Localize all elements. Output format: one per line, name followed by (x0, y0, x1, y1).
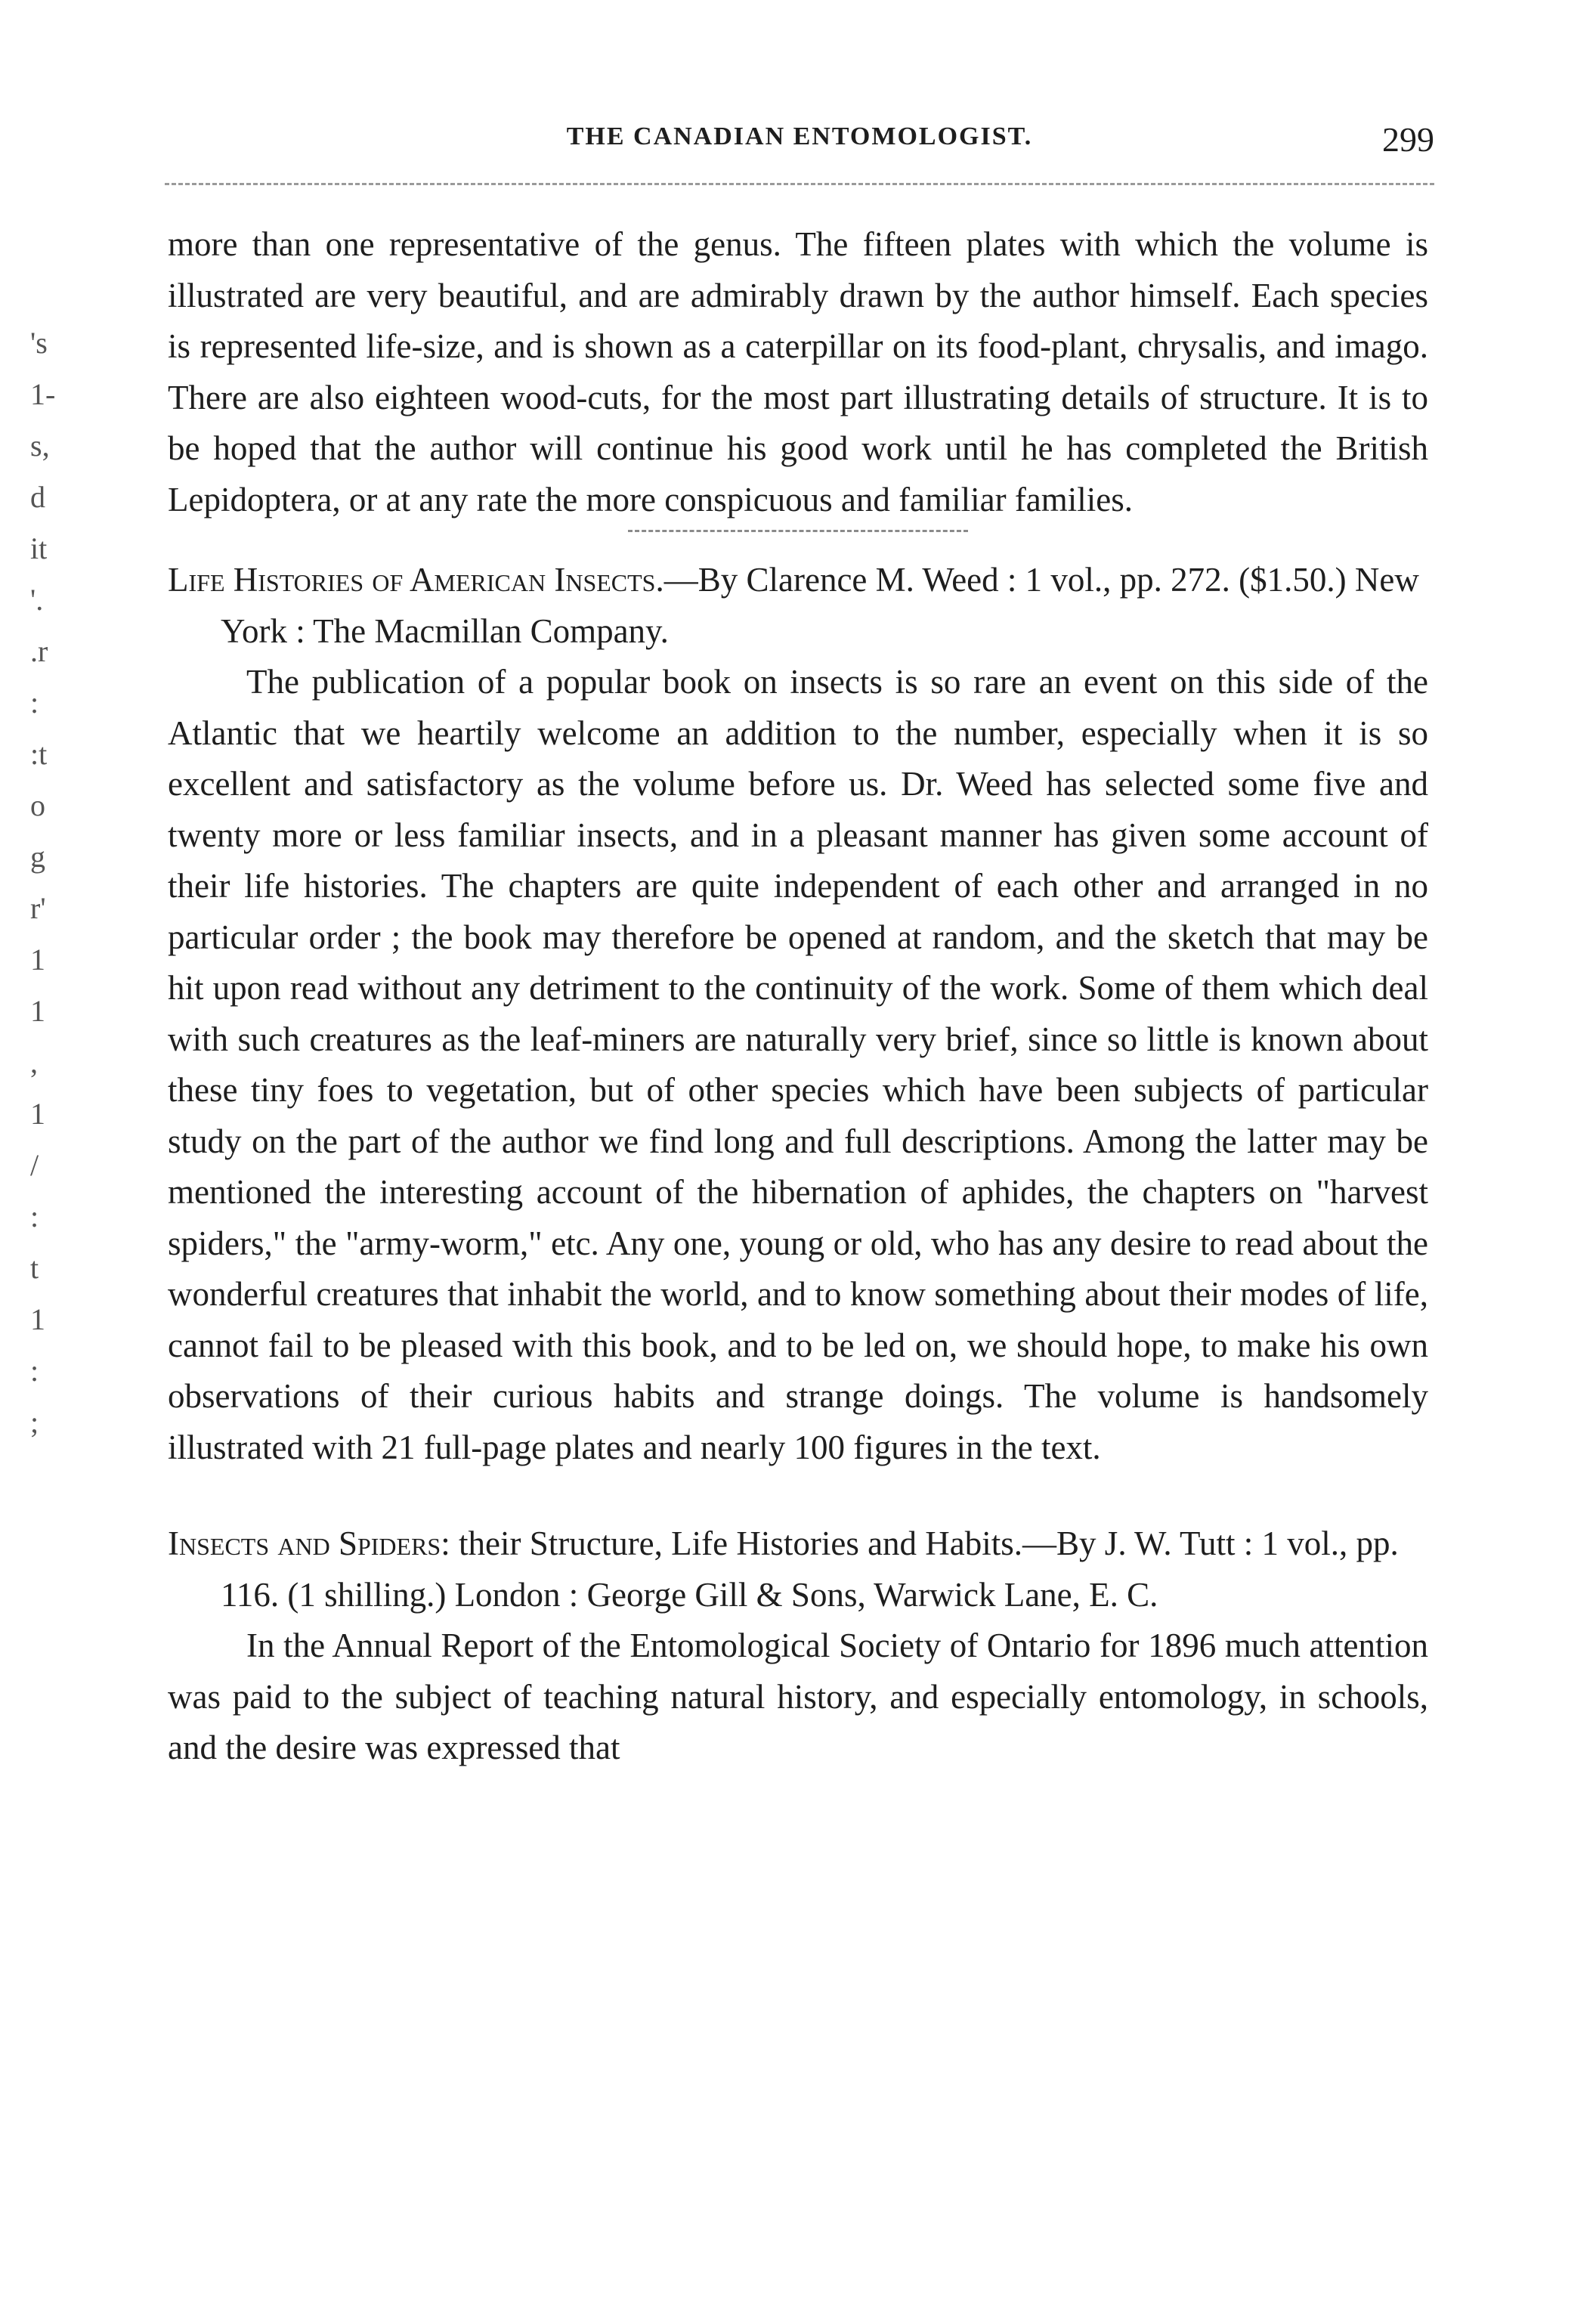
section-divider (628, 530, 968, 532)
review2-byline: : their Structure, Life Histories and Habits.—By J. W. Tutt : 1 vol., pp. 116. (1 shilling.) London : George Gill & Sons, Warwick Lane, E. C. (221, 1524, 1399, 1614)
header-rule (165, 183, 1434, 185)
margin-mark: 1 (30, 1302, 45, 1336)
margin-bleed-marks (30, 317, 76, 1448)
margin-mark: : (30, 1199, 39, 1233)
review1-heading (168, 555, 1428, 657)
margin-mark: 1 (30, 1097, 45, 1131)
margin-mark: d (30, 480, 45, 514)
margin-mark: / (30, 1148, 39, 1182)
margin-mark: 1 (30, 943, 45, 977)
margin-mark: g (30, 840, 45, 874)
journal-title: THE CANADIAN ENTOMOLOGIST. (566, 122, 1033, 150)
review2-body: In the Annual Report of the Entomological Society of Ontario for 1896 much attention was paid to the subject of teaching natural history, and especially entomology, in schools, and the desire was expressed that (168, 1627, 1428, 1766)
text-column (168, 219, 1428, 1774)
margin-mark: , (30, 1045, 38, 1079)
margin-mark: .r (30, 634, 48, 668)
running-header (165, 119, 1434, 165)
margin-mark: :t (30, 737, 48, 771)
intro-paragraph: more than one representative of the genus. The fifteen plates with which the volume is illustrated are very beautiful, and are admirably drawn by the author himself. Each species is represented life-size, and is shown as a caterpillar on its food-plant, chrysalis, and imago. There are also eighteen wood-cuts, for the most part illustrating details of structure. It is to be hoped that the author will continue his good work until he has completed the British Lepidoptera, or at any rate the more conspicuous and familiar families. (168, 225, 1428, 518)
margin-mark: o (30, 788, 45, 822)
margin-mark: 1 (30, 994, 45, 1028)
page-number: 299 (1382, 120, 1434, 159)
margin-mark: : (30, 686, 39, 720)
section-gap (168, 1473, 1428, 1518)
margin-mark: 's (30, 326, 48, 360)
margin-mark: r' (30, 891, 46, 925)
margin-mark: '. (30, 583, 44, 617)
review1-body: The publication of a popular book on insects is so rare an event on this side of the Atlantic that we heartily welcome an addition to the number, especially when it is so excellent and satisfactory as the volume before us. Dr. Weed has selected some five and twenty more or less familiar insects, and in a pleasant manner has given some account of their life histories. The chapters are quite independent of each other and arranged in no particular order ; the book may therefore be opened at random, and the sketch that may be hit upon read without any detriment to the continuity of the work. Some of them which deal with such creatures as the leaf-miners are naturally very brief, since so little is known about these tiny foes to vegetation, but of other species which have been subjects of particular study on the part of the author we find long and full descriptions. Among the latter may be mentioned the interesting account of the hibernation of aphides, the chapters on "harvest spiders," the "army-worm," etc. Any one, young or old, who has any desire to read about the wonderful creatures that inhabit the world, and to know something about their modes of life, cannot fail to be pleased with this book, and to be led on, we should hope, to make his own observations of their curious habits and strange doings. The volume is handsomely illustrated with 21 full-page plates and nearly 100 figures in the text. (168, 663, 1428, 1466)
margin-mark: : (30, 1354, 39, 1388)
margin-mark: s, (30, 429, 50, 463)
review2-heading (168, 1518, 1428, 1620)
margin-mark: 1- (30, 377, 56, 411)
margin-mark: t (30, 1251, 39, 1285)
margin-mark: ; (30, 1405, 39, 1439)
review1-byline: —By Clarence M. Weed : 1 vol., pp. 272. ($1.50.) New York : The Macmillan Company. (221, 561, 1419, 650)
margin-mark: it (30, 531, 48, 565)
review1-title: Life Histories of American Insects. (168, 561, 664, 599)
review2-title: Insects and Spiders (168, 1524, 441, 1562)
